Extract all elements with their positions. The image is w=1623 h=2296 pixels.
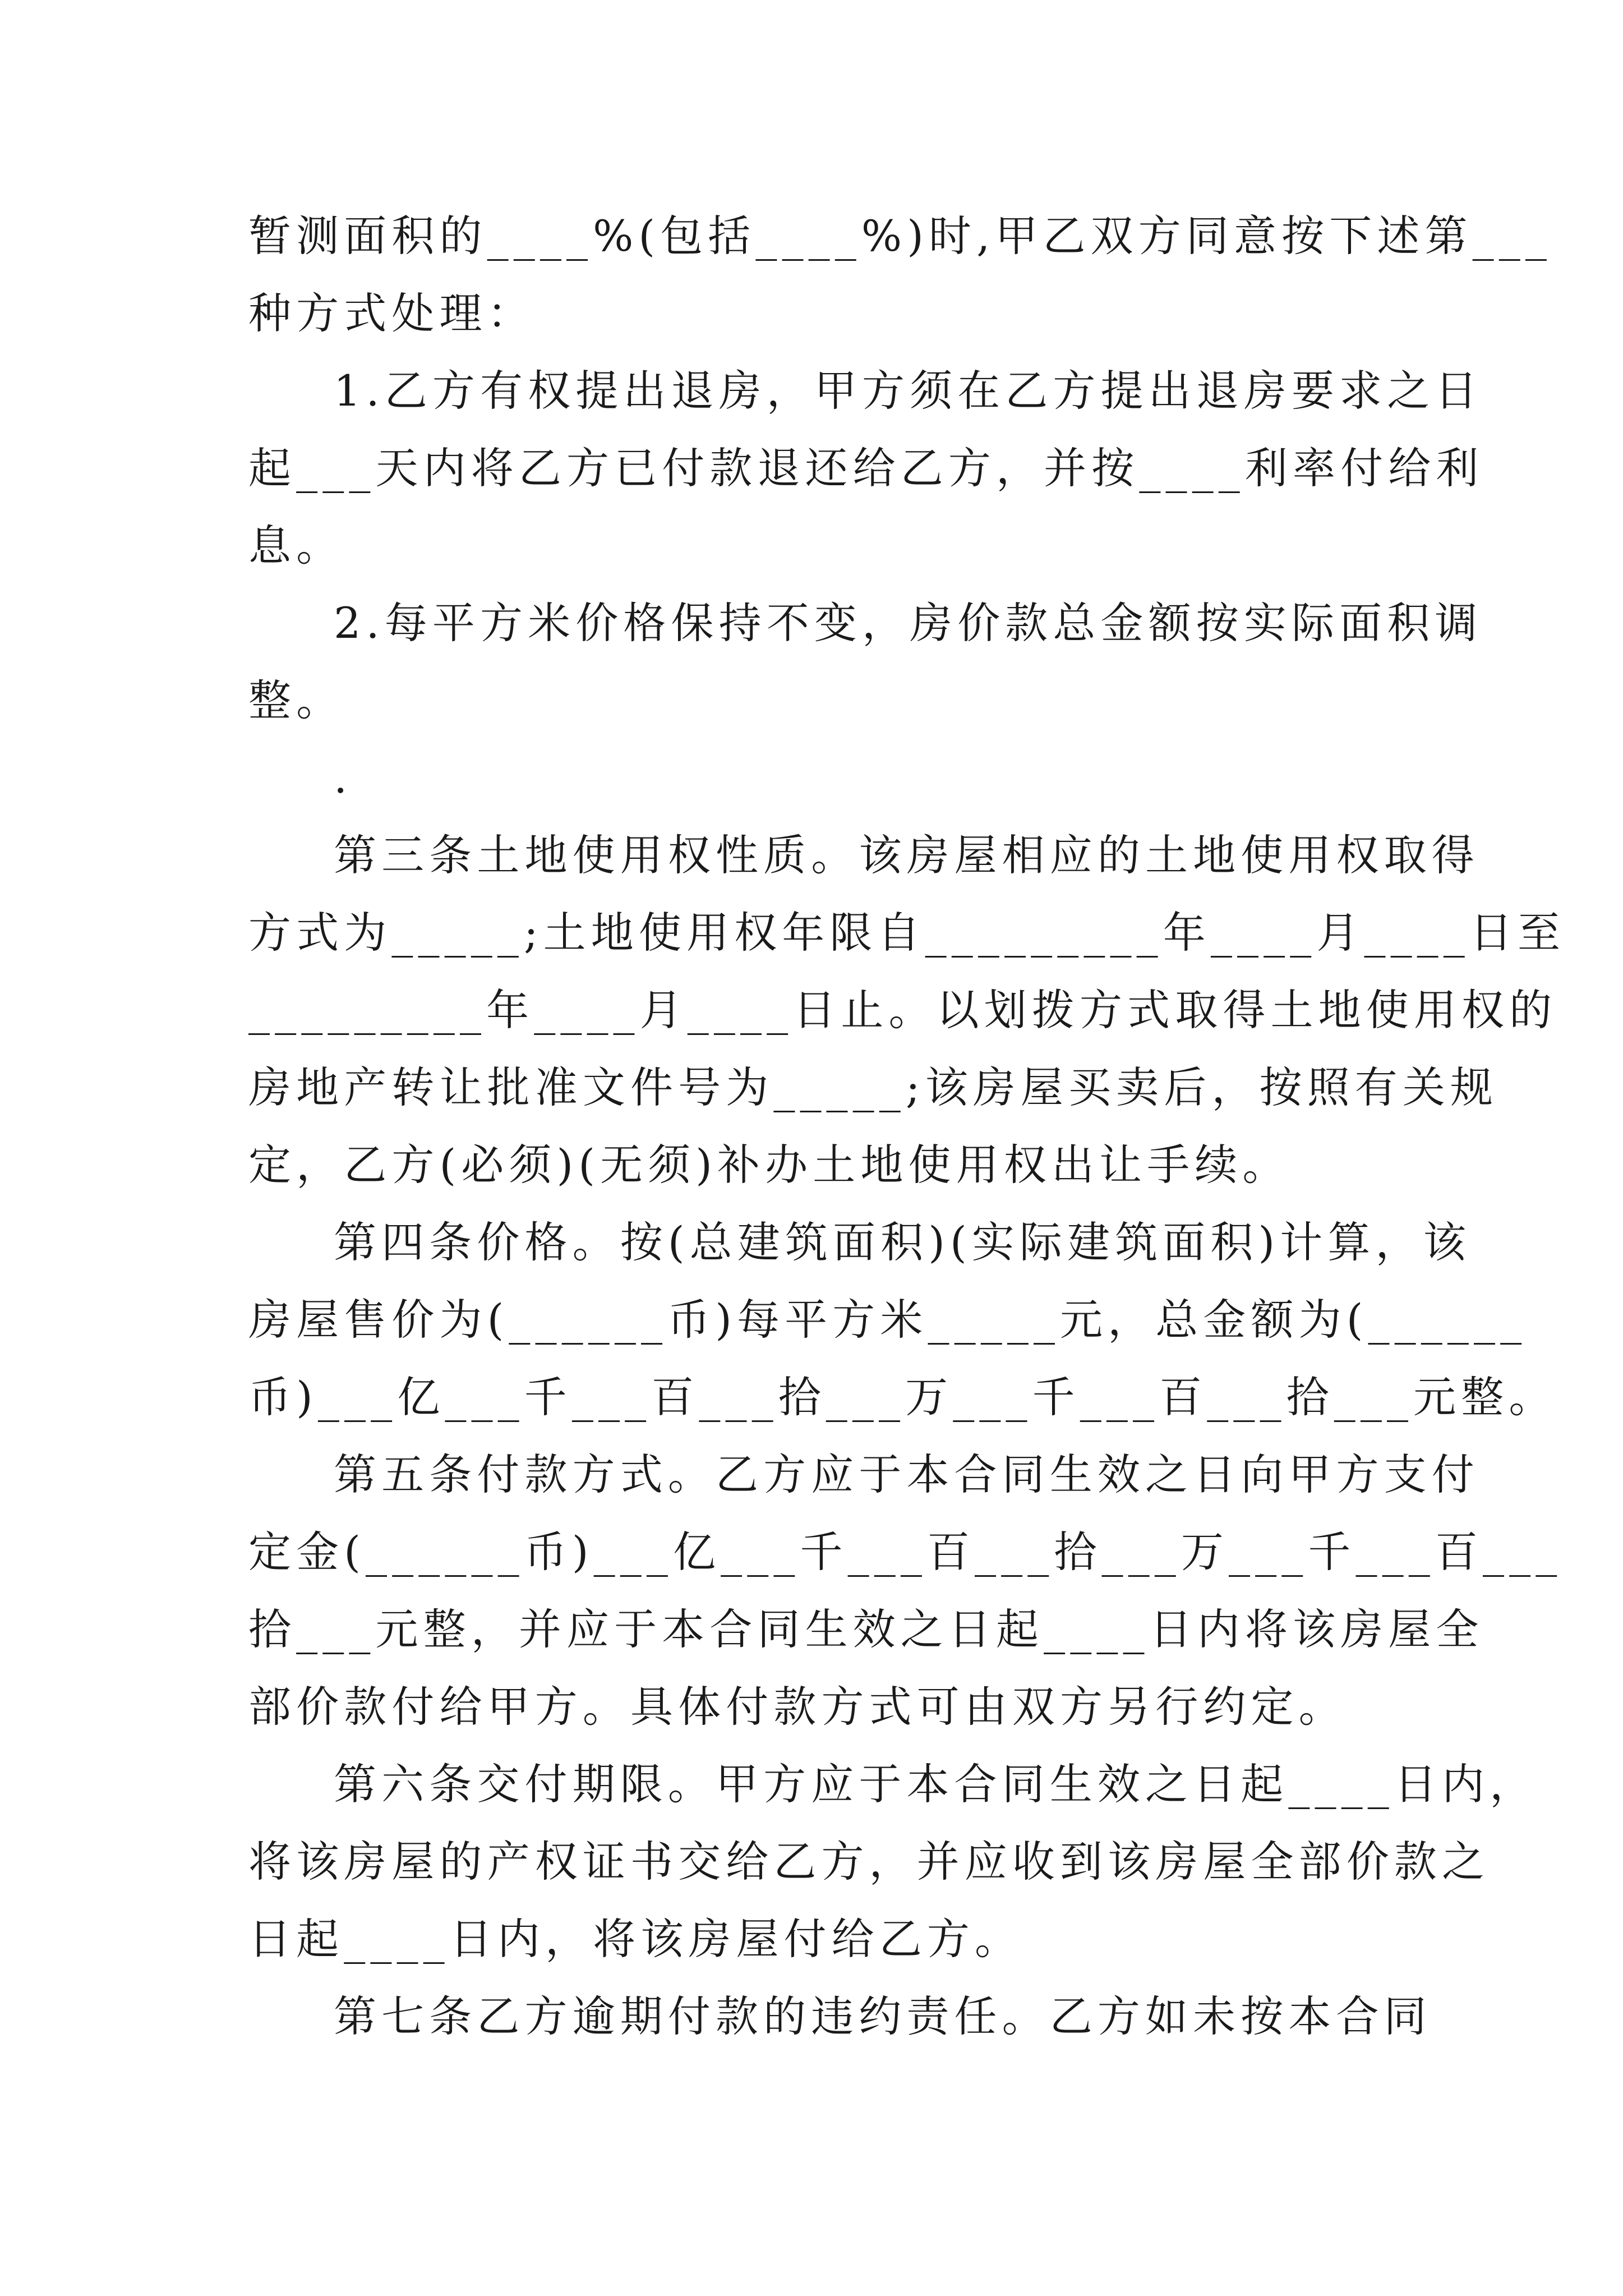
paragraph-line: 种方式处理：: [248, 288, 535, 338]
paragraph-line: 房屋售价为(______币)每平方米_____元，总金额为(______: [248, 1295, 1527, 1345]
paragraph-line: 拾___元整，并应于本合同生效之日起____日内将该房屋全: [248, 1604, 1484, 1654]
paragraph-line: 息。: [248, 521, 344, 570]
paragraph-line: 第六条交付期限。甲方应于本合同生效之日起____日内，: [334, 1759, 1538, 1809]
paragraph-line: 将该房屋的产权证书交给乙方，并应收到该房屋全部价款之: [248, 1837, 1490, 1887]
separator-dot: .: [334, 753, 348, 803]
paragraph-line: 整。: [248, 675, 344, 725]
paragraph-line: 定，乙方(必须)(无须)补办土地使用权出让手续。: [248, 1140, 1290, 1190]
paragraph-line: 1.乙方有权提出退房，甲方须在乙方提出退房要求之日: [334, 366, 1483, 416]
paragraph-line: 定金(______币)___亿___千___百___拾___万___千___百___: [248, 1527, 1562, 1577]
paragraph-line: 部价款付给甲方。具体付款方式可由双方另行约定。: [248, 1682, 1347, 1732]
paragraph-line: 房地产转让批准文件号为_____;该房屋买卖后，按照有关规: [248, 1062, 1498, 1112]
paragraph-line: 日起____日内，将该房屋付给乙方。: [248, 1914, 1023, 1964]
paragraph-line: 起___天内将乙方已付款退还给乙方，并按____利率付给利: [248, 443, 1484, 493]
paragraph-line: _________年____月____日止。以划拨方式取得土地使用权的: [248, 985, 1557, 1035]
paragraph-line: 第七条乙方逾期付款的违约责任。乙方如未按本合同: [334, 1991, 1432, 2041]
paragraph-line: 第五条付款方式。乙方应于本合同生效之日向甲方支付: [334, 1450, 1479, 1499]
paragraph-line: 第四条价格。按(总建筑面积)(实际建筑面积)计算，该: [334, 1217, 1471, 1267]
paragraph-line: 2.每平方米价格保持不变，房价款总金额按实际面积调: [334, 598, 1483, 648]
paragraph-line: 方式为_____;土地使用权年限自_________年____月____日至: [248, 908, 1566, 958]
paragraph-line: 暂测面积的____%(包括____%)时,甲乙双方同意按下述第___: [248, 211, 1552, 261]
contract-page: [248, 197, 1566, 2055]
paragraph-line: 币)___亿___千___百___拾___万___千___百___拾___元整。: [248, 1372, 1557, 1422]
paragraph-line: 第三条土地使用权性质。该房屋相应的土地使用权取得: [334, 830, 1479, 880]
